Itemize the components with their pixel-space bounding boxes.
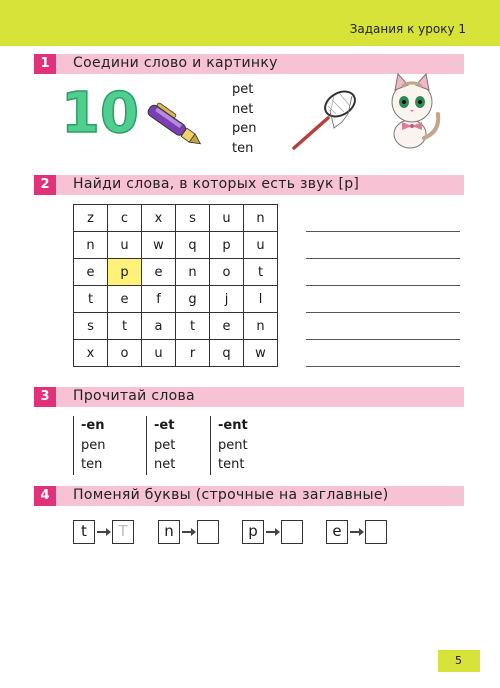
word-item: ten [232,140,254,156]
lowercase-letter-box: e [326,520,348,544]
task-1-instruction: Соедини слово и картинку [73,55,278,71]
cat-picture [380,72,450,152]
task-4-header [34,486,464,506]
letter-grid [73,204,278,367]
task-1-word-list [232,80,257,158]
grid-cell[interactable]: z [74,205,108,232]
grid-cell[interactable]: t [74,286,108,313]
answer-line[interactable] [306,258,460,259]
word-item: ten [81,457,103,472]
uppercase-answer-box[interactable] [365,520,387,544]
grid-row [74,340,278,367]
grid-cell[interactable]: r [176,340,210,367]
grid-cell[interactable]: n [244,205,278,232]
answer-line[interactable] [306,366,460,367]
task-2-instruction [73,176,359,192]
task-4-number: 4 [34,486,56,506]
number-ten-picture [61,81,139,146]
arrow-right-icon [350,531,362,533]
grid-row [74,286,278,313]
grid-cell[interactable]: t [108,313,142,340]
grid-cell[interactable]: l [244,286,278,313]
word-item: net [154,457,176,472]
arrow-right-icon [266,531,278,533]
word-column [73,416,106,475]
grid-cell[interactable]: w [244,340,278,367]
grid-cell[interactable]: n [244,313,278,340]
page-number-box [438,650,480,672]
task-3-number: 3 [34,387,56,407]
word-item: pent [218,437,248,453]
task-4-instruction: Поменяй буквы (строчные на заглавные) [73,487,389,503]
grid-cell[interactable]: q [176,232,210,259]
grid-row [74,205,278,232]
word-column-heading: -en [81,418,105,433]
numeral-ten: 10 [61,81,139,146]
answer-line[interactable] [306,312,460,313]
arrow-right-icon [97,531,109,533]
lowercase-letter-box: t [73,520,95,544]
word-item: pet [154,437,176,453]
grid-cell[interactable]: e [74,259,108,286]
grid-cell[interactable]: n [74,232,108,259]
grid-cell[interactable]: t [176,313,210,340]
word-item: pen [81,437,106,453]
word-column-heading: -ent [218,418,248,433]
grid-cell[interactable]: e [142,259,176,286]
word-column [146,416,175,475]
uppercase-answer-box[interactable] [281,520,303,544]
answer-line[interactable] [306,285,460,286]
grid-cell[interactable]: u [244,232,278,259]
grid-cell[interactable]: x [142,205,176,232]
task-1-number: 1 [34,54,56,74]
lowercase-letter-box: p [242,520,264,544]
word-item: tent [218,457,245,472]
grid-cell[interactable]: c [108,205,142,232]
butterfly-net-picture [290,84,360,154]
task-2-number: 2 [34,175,56,195]
word-item: net [232,101,254,117]
word-item: pen [232,121,257,136]
word-column [210,416,248,475]
page-number: 5 [455,654,462,667]
grid-cell[interactable]: a [142,313,176,340]
grid-row [74,259,278,286]
grid-cell[interactable]: j [210,286,244,313]
answer-line[interactable] [306,231,460,232]
task-3-instruction: Прочитай слова [73,388,195,404]
task-1-header [34,54,464,74]
grid-cell[interactable]: e [210,313,244,340]
grid-cell[interactable]: o [210,259,244,286]
uppercase-answer-box[interactable]: T [112,520,134,544]
task-3-header [34,387,464,407]
grid-cell[interactable]: x [74,340,108,367]
header-title: Задания к уроку 1 [349,22,466,36]
header-bar [0,0,500,46]
grid-cell[interactable]: p [210,232,244,259]
uppercase-answer-box[interactable] [197,520,219,544]
grid-cell-highlighted[interactable]: p [108,259,142,286]
grid-cell[interactable]: f [142,286,176,313]
lowercase-letter-box: n [158,520,180,544]
task-2-header [34,175,464,195]
grid-cell[interactable]: w [142,232,176,259]
pen-picture [140,94,210,158]
grid-row [74,232,278,259]
grid-cell[interactable]: n [176,259,210,286]
task-2-instruction-text: Найди слова, в которых есть звук [73,176,334,192]
grid-cell[interactable]: s [74,313,108,340]
grid-row [74,313,278,340]
word-column-heading: -et [154,418,175,433]
grid-cell[interactable]: u [210,205,244,232]
grid-cell[interactable]: s [176,205,210,232]
task-2-sound: [p] [338,176,360,192]
arrow-right-icon [182,531,194,533]
grid-cell[interactable]: t [244,259,278,286]
answer-line[interactable] [306,339,460,340]
grid-cell[interactable]: u [108,232,142,259]
word-item: pet [232,82,254,97]
grid-cell[interactable]: g [176,286,210,313]
grid-cell[interactable]: o [108,340,142,367]
grid-cell[interactable]: u [142,340,176,367]
grid-cell[interactable]: q [210,340,244,367]
grid-cell[interactable]: e [108,286,142,313]
